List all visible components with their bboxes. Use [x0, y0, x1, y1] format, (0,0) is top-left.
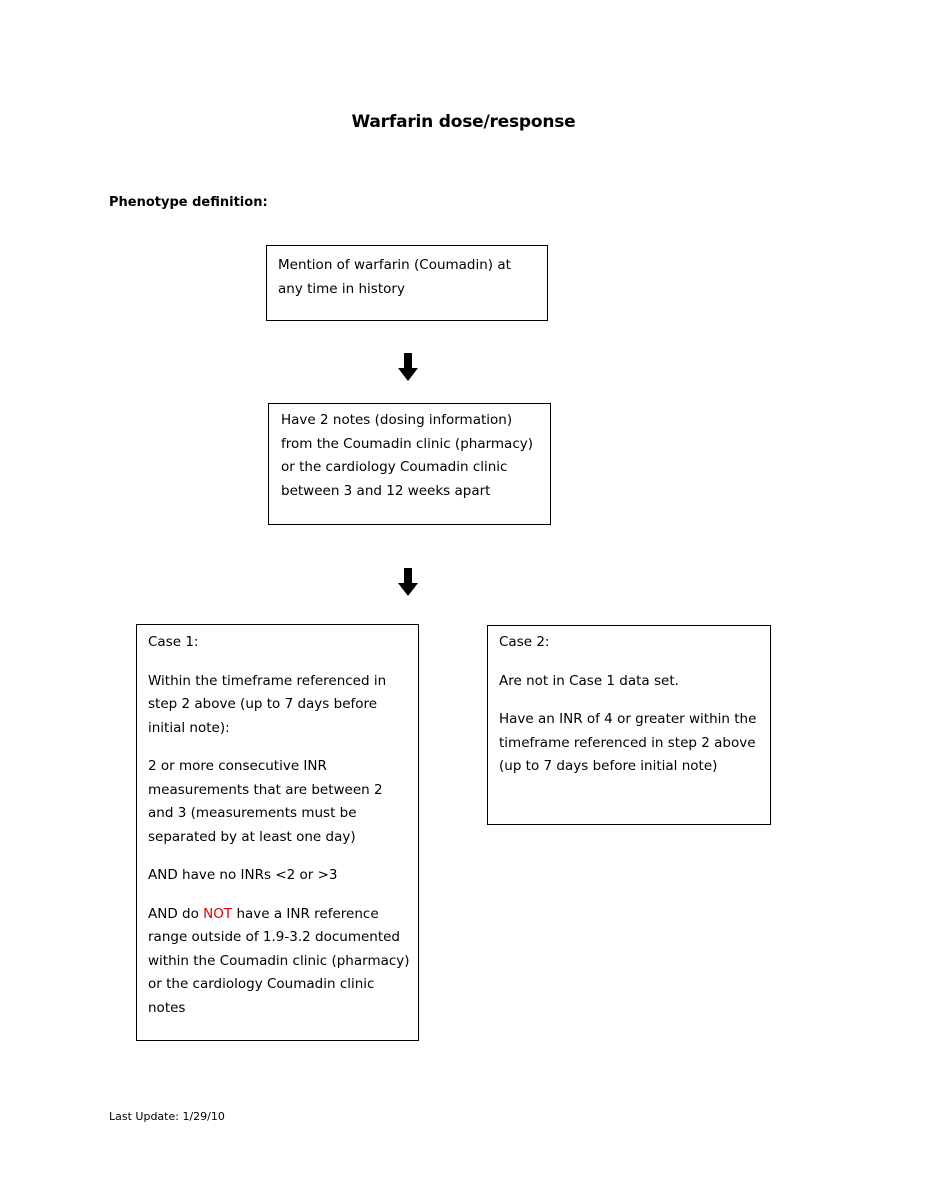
page-title: Warfarin dose/response [351, 112, 576, 132]
step1-box [266, 245, 548, 321]
case1-reference-suffix: have a INR reference range outside of 1.9-3.2 documented within the Coumadin clinic (pharmacy) or the cardiology Coumadin clinic notes [148, 905, 410, 1016]
case1-heading: Case 1: [148, 634, 199, 650]
case1-box [136, 624, 419, 1041]
case1-no-out-of-range: AND have no INRs <2 or >3 [148, 867, 338, 883]
case1-not-emphasis: NOT [203, 905, 233, 922]
down-arrow-icon [398, 353, 418, 381]
down-arrow-icon [398, 568, 418, 596]
step1-text: Mention of warfarin (Coumadin) at any time in history [278, 257, 511, 297]
case2-box [487, 625, 771, 825]
case2-heading: Case 2: [499, 634, 550, 650]
case2-exclusion: Are not in Case 1 data set. [499, 672, 679, 689]
section-heading: Phenotype definition: [109, 195, 268, 210]
case1-reference-prefix: AND do [148, 905, 199, 922]
last-update: Last Update: 1/29/10 [109, 1110, 225, 1123]
case1-inr-requirement: 2 or more consecutive INR measurements that are between 2 and 3 (measurements must be separated by at least one day) [148, 758, 383, 845]
case1-reference-range [148, 903, 410, 1021]
case2-inr-requirement: Have an INR of 4 or greater within the timeframe referenced in step 2 above (up to 7 days before initial note) [499, 711, 757, 774]
case1-timeframe: Within the timeframe referenced in step 2 above (up to 7 days before initial note): [148, 672, 387, 736]
step2-text: Have 2 notes (dosing information) from the Coumadin clinic (pharmacy) or the cardiology Coumadin clinic between 3 and 12 weeks apart [281, 412, 534, 499]
step2-box [268, 403, 551, 525]
